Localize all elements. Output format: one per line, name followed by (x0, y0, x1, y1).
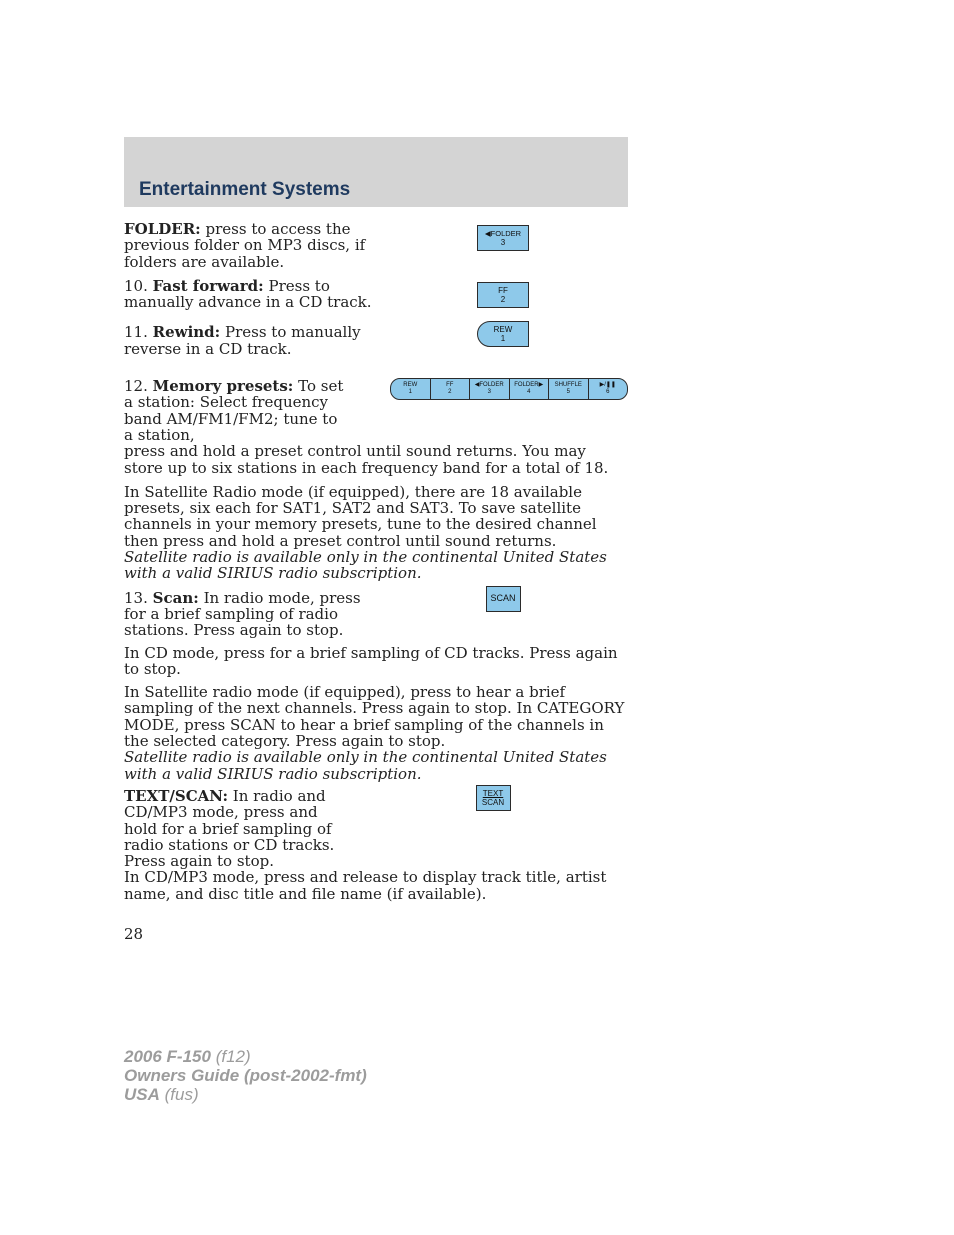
fast-forward-text (124, 278, 374, 311)
folder-term: FOLDER: (124, 220, 201, 238)
scan-button-icon (486, 586, 521, 612)
text-scan-button-top: TEXT (482, 788, 504, 798)
ff-button-number: 2 (500, 294, 506, 304)
preset-1-label: REW (403, 382, 418, 389)
rewind-num: 11. (124, 323, 148, 342)
footer-line-1 (124, 1047, 367, 1066)
footer-line-2 (124, 1066, 367, 1085)
scan-cd: In CD mode, press for a brief sampling of CD tracks. Press again to stop. (124, 643, 618, 678)
preset-6-number: 6 (606, 389, 610, 396)
memory-presets-term: Memory presets: (152, 377, 294, 396)
memory-presets-text (124, 378, 344, 443)
fast-forward-section (124, 278, 628, 311)
preset-4-label: FOLDER▶ (514, 382, 544, 389)
scan-text (124, 590, 374, 639)
memory-presets-desc-cont: press and hold a preset control until sound returns. You may store up to six stations in each frequency band for a total of 18. (124, 442, 609, 477)
folder-section (124, 221, 628, 270)
preset-5 (549, 379, 589, 399)
scan-button-label: SCAN (490, 593, 516, 604)
memory-presets-num: 12. (124, 377, 148, 396)
ff-button-label: FF (498, 285, 508, 295)
scan-desc: In radio mode, press for a brief sampling of radio stations. Press again to stop. (124, 588, 361, 640)
memory-presets-note-text: Satellite radio is available only in the continental United States with a valid SIRIUS radio subscription. (124, 548, 607, 583)
footer-region-code: (fus) (164, 1085, 199, 1104)
preset-1-number: 1 (408, 389, 412, 396)
preset-3 (470, 379, 510, 399)
ff-icon-cell (378, 278, 628, 308)
scan-note (124, 749, 628, 782)
scan-icon-cell (378, 590, 628, 612)
text-scan-section (124, 788, 628, 869)
text-scan-icon-cell (358, 788, 628, 811)
preset-4-number: 4 (527, 389, 531, 396)
text-scan-button-icon (476, 785, 511, 811)
preset-2-number: 2 (448, 389, 452, 396)
preset-1 (391, 379, 431, 399)
fast-forward-desc: Press to manually advance in a CD track. (124, 276, 372, 312)
rewind-desc: Press to manually reverse in a CD track. (124, 323, 361, 358)
presets-icon-cell (390, 378, 628, 400)
scan-term: Scan: (152, 588, 199, 607)
text-scan-button-bottom: SCAN (481, 797, 505, 807)
preset-3-number: 3 (487, 389, 491, 396)
preset-5-label: SHUFFLE (554, 382, 582, 389)
footer-region: USA (124, 1085, 160, 1104)
preset-6 (589, 379, 628, 399)
section-header (124, 137, 628, 207)
text-scan-text (124, 788, 354, 869)
footer-line-3 (124, 1085, 367, 1104)
footer-guide: Owners Guide (post-2002-fmt) (124, 1066, 367, 1085)
fast-forward-term: Fast forward: (152, 276, 264, 295)
scan-num: 13. (124, 588, 148, 607)
folder-text (124, 221, 374, 270)
preset-3-label: ◀FOLDER (474, 382, 504, 389)
memory-presets-note (124, 549, 628, 582)
preset-5-number: 5 (566, 389, 570, 396)
memory-presets-satellite: In Satellite Radio mode (if equipped), there are 18 available presets, six each for SAT1, SAT2 and SAT3. To save satellite channels in your memory presets, tune to the desired channel then press and hold a preset control until sound returns. (124, 482, 597, 550)
section-title: Entertainment Systems (139, 179, 351, 200)
text-scan-term: TEXT/SCAN: (124, 786, 228, 805)
preset-2 (431, 379, 471, 399)
preset-6-label: ▶/❚❚ (599, 382, 616, 389)
preset-2-label: FF (446, 382, 454, 389)
rewind-term: Rewind: (152, 323, 221, 342)
document-footer (124, 1047, 367, 1104)
fast-forward-num: 10. (124, 276, 148, 295)
rewind-text (124, 324, 374, 357)
rew-icon-cell (378, 324, 628, 347)
memory-presets-section (124, 378, 628, 443)
scan-section (124, 590, 628, 639)
folder-button-label: ◀FOLDER (484, 229, 522, 238)
preset-buttons-icon (390, 378, 628, 400)
rew-button-icon (477, 321, 529, 347)
rewind-section (124, 324, 628, 357)
memory-presets-desc: To set a station: Select frequency band AM/FM1/FM2; tune to a station, (124, 377, 344, 444)
folder-icon-cell (378, 221, 628, 251)
scan-note-text: Satellite radio is available only in the continental United States with a valid SIRIUS radio subscription. (124, 748, 607, 783)
footer-model-code: (f12) (215, 1047, 251, 1066)
folder-desc: press to access the previous folder on MP3 discs, if folders are available. (124, 220, 366, 271)
page-content (124, 221, 628, 902)
footer-model: 2006 F-150 (124, 1047, 211, 1066)
page-number: 28 (124, 925, 144, 943)
scan-satellite: In Satellite radio mode (if equipped), press to hear a brief sampling of the next channels. Press again to stop. In CATEGORY MODE, press SCAN to hear a brief sampling of the channels in the selected category. Press again to stop. (124, 683, 625, 751)
folder-button-icon (477, 225, 529, 251)
rew-button-number: 1 (500, 334, 506, 344)
ff-button-icon (477, 282, 529, 308)
preset-4 (510, 379, 550, 399)
text-scan-cd: In CD/MP3 mode, press and release to display track title, artist name, and disc title and file name (if available). (124, 868, 607, 903)
text-scan-desc: In radio and CD/MP3 mode, press and hold for a brief sampling of radio stations or CD tracks. Press again to stop. (124, 786, 335, 871)
folder-button-number: 3 (500, 238, 506, 247)
rew-button-label: REW (493, 325, 513, 335)
